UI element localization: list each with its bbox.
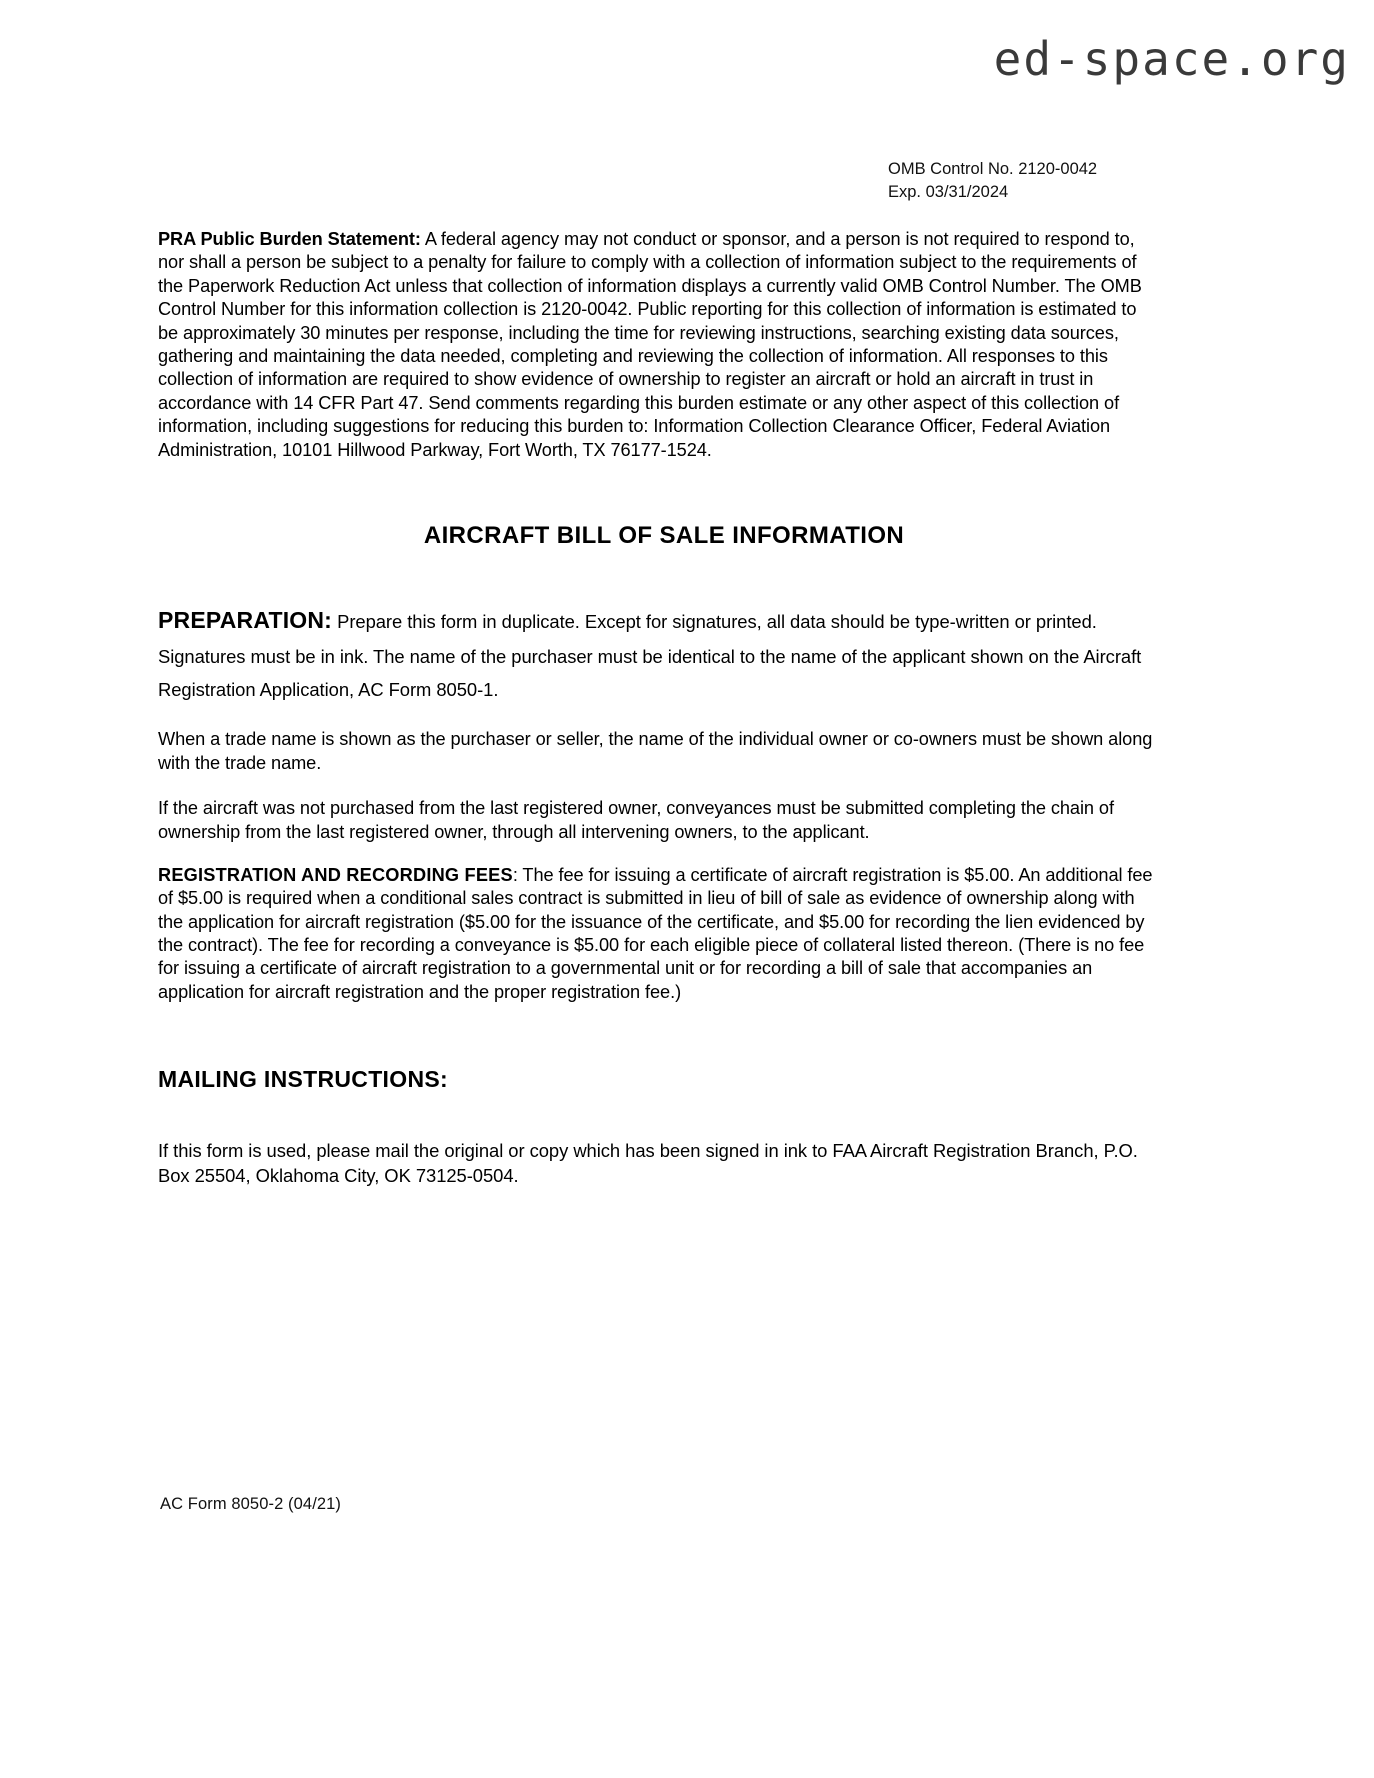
registration-fees-paragraph xyxy=(158,864,1158,1004)
mailing-instructions-body: If this form is used, please mail the original or copy which has been signed in ink to FAA Aircraft Registration Branch, P.O. Box 25504, Oklahoma City, OK 73125-0504. xyxy=(158,1140,1138,1186)
omb-control-number: OMB Control No. 2120-0042 xyxy=(888,160,1098,178)
preparation-paragraph xyxy=(158,600,1158,706)
page-title: AIRCRAFT BILL OF SALE INFORMATION xyxy=(423,521,905,549)
trade-name-paragraph: When a trade name is shown as the purchaser or seller, the name of the individual owner or co-owners must be shown along with the trade name. xyxy=(158,729,1153,773)
form-id-footer: AC Form 8050-2 (04/21) xyxy=(160,1495,342,1513)
mailing-instructions-heading: MAILING INSTRUCTIONS: xyxy=(158,1066,448,1093)
chain-of-ownership-paragraph: If the aircraft was not purchased from the last registered owner, conveyances must be submitted completing the chain of ownership from the last registered owner, through all intervening owners, to the applicant. xyxy=(158,798,1114,842)
preparation-section xyxy=(158,600,1158,706)
pra-label: PRA Public Burden Statement: xyxy=(158,229,421,249)
preparation-label: PREPARATION: xyxy=(158,606,333,633)
document-content xyxy=(158,228,1158,1188)
site-watermark: ed-space.org xyxy=(993,32,1350,86)
registration-fees-body: : The fee for issuing a certificate of aircraft registration is $5.00. An additional fee of $5.00 is required when a conditional sales contract is submitted in lieu of bill of sale as evidence of ownership along with the application for aircraft registration ($5.00 for the issuance of the certificate, and $5.00 for recording the lien evidenced by the contract). The fee for recording a conveyance is $5.00 for each eligible piece of collateral listed thereon. (There is no fee for issuing a certificate of aircraft registration to a governmental unit or for recording a bill of sale that accompanies an application for aircraft registration and the proper registration fee.) xyxy=(158,864,1153,1002)
omb-expiration-date: Exp. 03/31/2024 xyxy=(888,183,1009,202)
registration-fees-label: REGISTRATION AND RECORDING FEES xyxy=(158,864,513,885)
preparation-body: Prepare this form in duplicate. Except for signatures, all data should be type-written or printed. Signatures must be in ink. The name of the purchaser must be identical to the name of the applicant shown on the Aircraft Registration Application, AC Form 8050-1. xyxy=(158,610,1142,700)
pra-body: A federal agency may not conduct or sponsor, and a person is not required to respond to, nor shall a person be subject to a penalty for failure to comply with a collection of information subject to the requirements of the Paperwork Reduction Act unless that collection of information displays a currently valid OMB Control Number. The OMB Control Number for this information collection is 2120-0042. Public reporting for this collection of information is estimated to be approximately 30 minutes per response, including the time for reviewing instructions, searching existing data sources, gathering and maintaining the data needed, completing and reviewing the collection of information. All responses to this collection of information are required to show evidence of ownership to register an aircraft or hold an aircraft in trust in accordance with 14 CFR Part 47. Send comments regarding this burden estimate or any other aspect of this collection of information, including suggestions for reducing this burden to: Information Collection Clearance Officer, Federal Aviation Administration, 10101 Hillwood Parkway, Fort Worth, TX 76177-1524. xyxy=(158,229,1142,460)
pra-public-burden-statement xyxy=(158,228,1158,462)
omb-control-block xyxy=(888,158,1097,205)
